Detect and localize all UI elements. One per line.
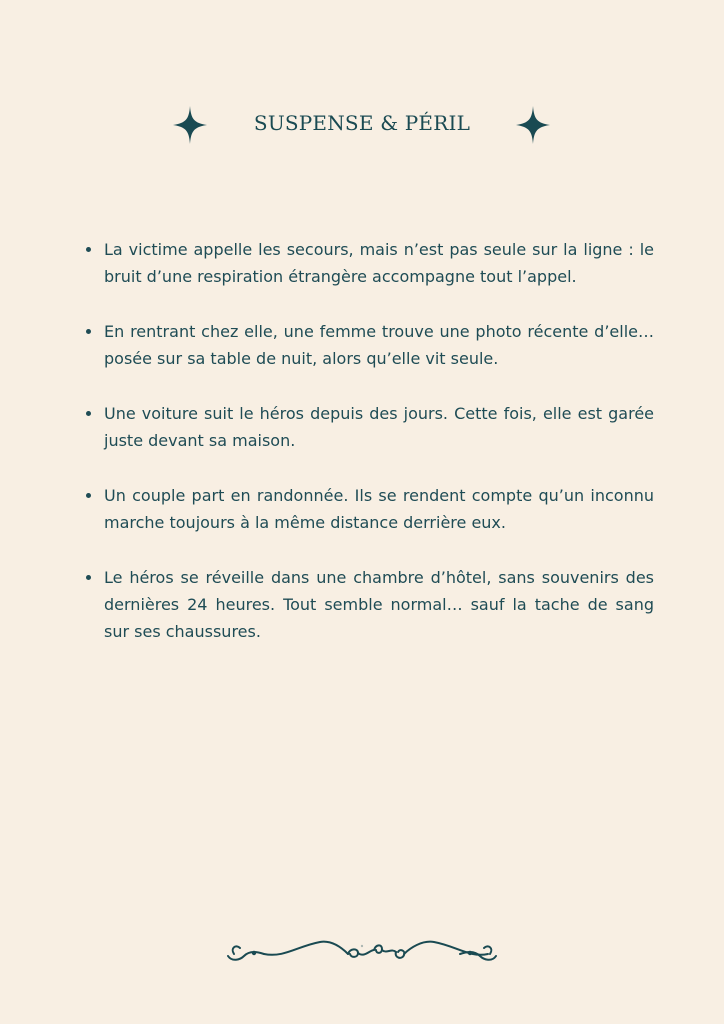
sparkle-icon — [173, 106, 207, 144]
list-item: Le héros se réveille dans une chambre d’hôtel, sans souvenirs des dernières 24 heures. Tout semble normal… sauf la tache de sang sur ses chaussures. — [82, 564, 654, 645]
flourish-divider-icon — [224, 936, 500, 968]
page-header — [0, 104, 724, 146]
list-item: La victime appelle les secours, mais n’est pas seule sur la ligne : le bruit d’une respiration étrangère accompagne tout l’appel. — [82, 236, 654, 290]
page-title: SUSPENSE & PÉRIL — [253, 111, 471, 135]
list-item: Une voiture suit le héros depuis des jours. Cette fois, elle est garée juste devant sa maison. — [82, 400, 654, 454]
idea-list — [82, 236, 654, 673]
list-item: Un couple part en randonnée. Ils se rendent compte qu’un inconnu marche toujours à la même distance derrière eux. — [82, 482, 654, 536]
list-item: En rentrant chez elle, une femme trouve une photo récente d’elle… posée sur sa table de nuit, alors qu’elle vit seule. — [82, 318, 654, 372]
sparkle-icon — [516, 106, 550, 144]
